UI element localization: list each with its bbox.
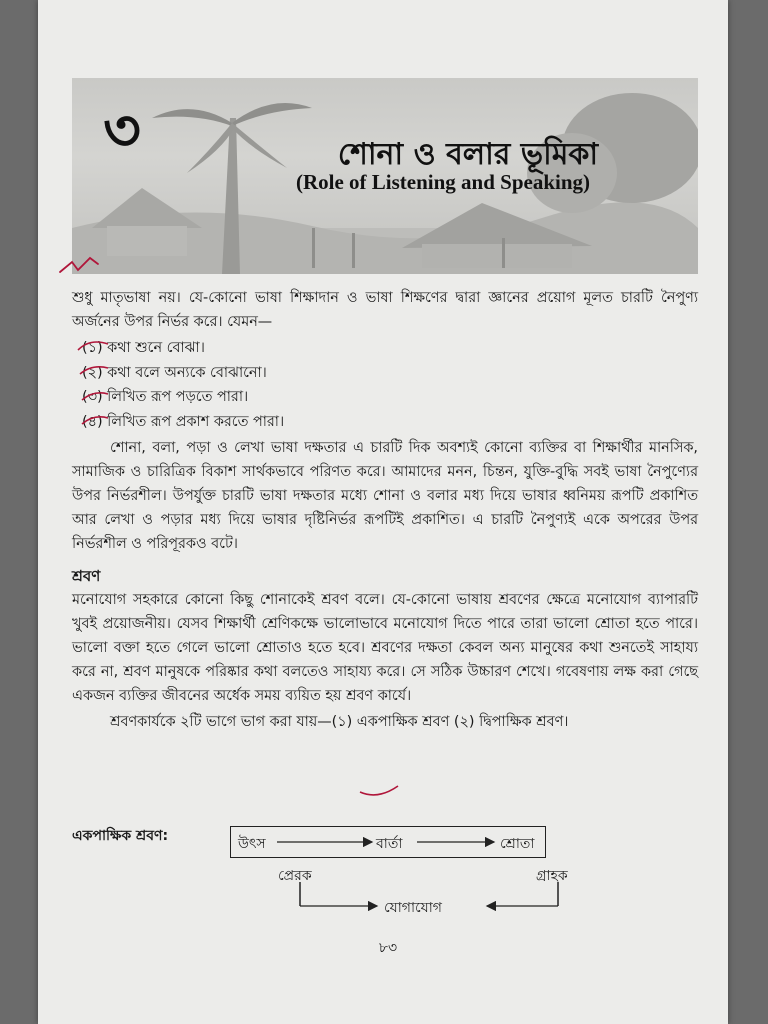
diagram-sender: প্রেরক [278, 868, 312, 884]
diagram-source: উৎস [238, 836, 266, 852]
chapter-subtitle: (Role of Listening and Speaking) [295, 170, 591, 194]
skills-list [72, 336, 698, 434]
skills-paragraph: শোনা, বলা, পড়া ও লেখা ভাষা দক্ষতার এ চারটি দিক অবশ্যই কোনো ব্যক্তির বা শিক্ষার্থীর মানসিক, সামাজিক ও চারিত্রিক বিকাশ সার্থকভাবে পরিণত করে। আমাদের মনন, চিন্তন, যুক্তি-বুদ্ধি সবই ভাষা নৈপুণ্যের উপর নির্ভরশীল। উপর্যুক্ত চারটি ভাষা দক্ষতার মধ্যে শোনা ও বলার মধ্য দিয়ে ভাষার ধ্বনিময় রূপটি প্রকাশিত আর লেখা ও পড়ার মধ্য দিয়ে ভাষার দৃষ্টিনির্ভর রূপটিই প্রকাশিত। এ চারটি নৈপুণ্যই একে অপরের উপর নির্ভরশীল ও পরিপূরকও বটে। [72, 440, 698, 552]
section-heading: শ্রবণ [72, 567, 101, 585]
list-item: (৪) লিখিত রূপ প্রকাশ করতে পারা। [82, 413, 285, 430]
diagram-message: বার্তা [376, 836, 403, 852]
diagram-communication: যোগাযোগ [384, 900, 442, 916]
chapter-body [72, 286, 698, 734]
book-page [38, 0, 728, 1024]
page-number: ৮৩ [378, 940, 398, 956]
listening-types: শ্রবণকার্যকে ২টি ভাগে ভাগ করা যায়—(১) একপাক্ষিক শ্রবণ (২) দ্বিপাক্ষিক শ্রবণ। [110, 714, 569, 730]
intro-paragraph: শুধু মাতৃভাষা নয়। যে-কোনো ভাষা শিক্ষাদান ও ভাষা শিক্ষণের দ্বারা জ্ঞানের প্রয়োগ মূলত চারটি নৈপুণ্য অর্জনের উপর নির্ভর করে। যেমন— [72, 290, 698, 330]
diagram-receiver: গ্রাহক [536, 868, 568, 884]
chapter-title: শোনা ও বলার ভূমিকা [337, 137, 599, 172]
list-item: (৩) লিখিত রূপ পড়তে পারা। [82, 389, 249, 405]
list-item: (২) কথা বলে অন্যকে বোঝানো। [82, 364, 267, 381]
one-way-listening-diagram [72, 820, 698, 920]
diagram-listener: শ্রোতা [500, 836, 535, 852]
list-item: (১) কথা শুনে বোঝা। [82, 340, 205, 356]
chapter-number: ৩ [103, 96, 141, 164]
listening-paragraph: মনোযোগ সহকারে কোনো কিছু শোনাকেই শ্রবণ বলে। যে-কোনো ভাষায় শ্রবণের ক্ষেত্রে মনোযোগ ব্যাপারটি খুবই প্রয়োজনীয়। যেসব শিক্ষার্থী শ্রেণিকক্ষে ভালোভাবে মনোযোগ দিতে পারে তারা ভালো শ্রোতা হতে পারে। ভালো বক্তা হতে গেলে ভালো শ্রোতাও হতে হবে। শ্রবণের দক্ষতা কেবল অন্য মানুষের কথা শুনতেই সাহায্য করে না, শ্রবণ মানুষকে পরিষ্কার কথা বলতেও সাহায্য করে। সে সঠিক উচ্চারণ শেখে। গবেষণায় লক্ষ করা গেছে একজন ব্যক্তির জীবনের অর্ধেক সময় ব্যয়িত হয় শ্রবণ কার্যে। [72, 592, 698, 704]
diagram-label: একপাক্ষিক শ্রবণ: [72, 828, 169, 844]
